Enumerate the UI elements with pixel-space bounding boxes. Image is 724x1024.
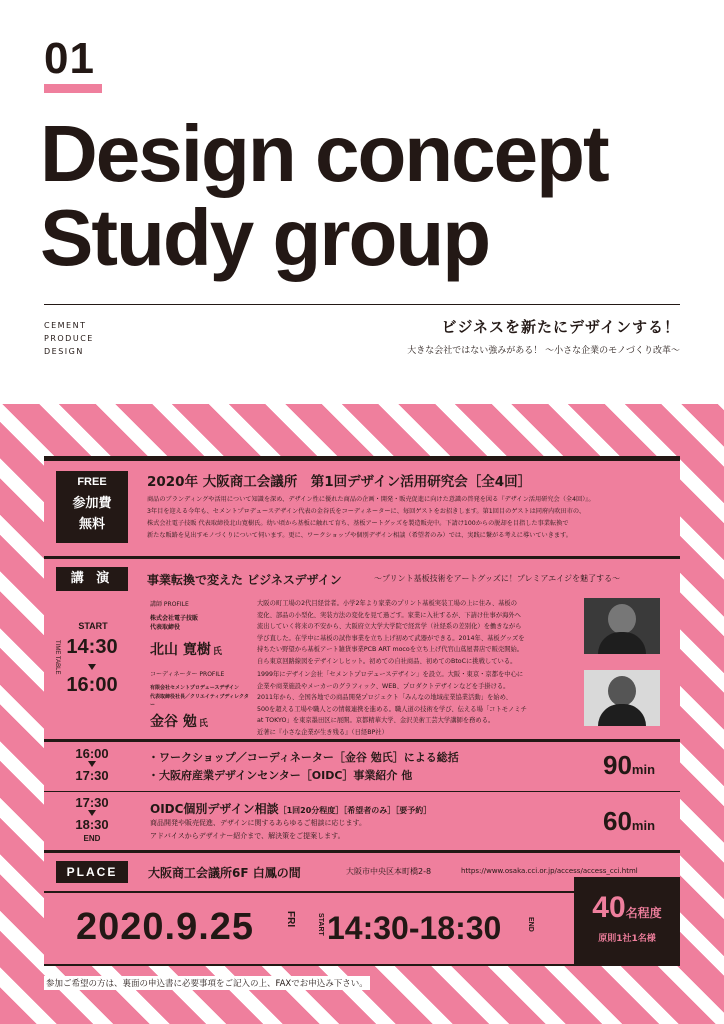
photo-head [608, 604, 636, 634]
brand-word-3: DESIGN [44, 347, 84, 356]
capacity-line [574, 891, 680, 925]
consult-heading-note: ［1回20分程度］［希望者のみ］［要予約］ [278, 806, 432, 815]
bio-line: 大阪の町工場の2代目経営者。小学2年より家業のプリント基板実装工場の上に住み、基板の [257, 600, 518, 607]
title-divider [44, 304, 680, 305]
consult-minutes: 60 [603, 806, 632, 836]
time-table-label: TIME TABLE [54, 640, 60, 675]
coordinator-name-text: 金谷 勉 [150, 714, 197, 730]
title-line-1: Design concept [40, 109, 608, 198]
page-title [40, 109, 608, 282]
place-tag: PLACE [56, 861, 128, 883]
lecture-divider [44, 739, 680, 742]
bio-line: 流出していく将来の不安から、大阪府立大学大学院で経営学（社経系の差別化）を働きながら [257, 623, 522, 630]
free-label: FREE [77, 476, 107, 488]
minutes-unit: min [631, 818, 656, 833]
free-badge [56, 471, 128, 543]
intro-body-line: 商品のブランディングや活用について知識を深め、デザイン性に優れた商品の企画・開発・販売促進に向けた意識の啓発を図る『デザイン活用研究会（全4回）』。 [147, 496, 595, 503]
down-triangle-icon [88, 664, 96, 670]
consult-heading [150, 800, 431, 817]
speaker-photo [584, 598, 660, 654]
lecture-tag: 講 演 [56, 567, 128, 591]
intro-divider [44, 556, 680, 559]
event-time: 14:30-18:30 [327, 910, 502, 946]
coordinator-position: 代表取締役社長／クリエイティブディレクター [150, 694, 249, 708]
brand-word-2: PRODUCE [44, 334, 94, 343]
coordinator-honorific: 氏 [198, 719, 208, 729]
photo-body [598, 632, 646, 654]
workshop-duration [603, 750, 655, 781]
capacity-badge [574, 877, 680, 966]
photo-head [608, 676, 636, 706]
bio-line: 企業や商業施設やメーカーのグラフィック、WEB、プロダクトデザインなどを手掛ける。 [257, 682, 510, 690]
capacity-unit: 名程度 [625, 906, 662, 920]
panel-top-rule [44, 456, 680, 461]
bio-line: 500を超える工場や職人との情報連携を進める。職人道の技術を学び、伝える場「コトモノミチ [257, 705, 527, 713]
venue-url[interactable]: https://www.osaka.cci.or.jp/access/access_cci.html [461, 867, 638, 875]
minutes-unit: min [631, 762, 656, 777]
workshop-end-time: 17:30 [75, 768, 109, 783]
bio-line: 2011年から、全国各地での商品開発プロジェクト「みんなの地域産業協業活動」を始め、 [257, 694, 512, 701]
venue-name: 大阪商工会議所6F 白鳳の間 [148, 866, 301, 880]
event-end-label: END [527, 917, 534, 932]
footer-note: 参加ご希望の方は、裏面の申込書に必要事項をご記入の上、FAXでお申込み下さい。 [44, 976, 370, 990]
venue-address: 大阪市中央区本町橋2-8 [346, 867, 432, 876]
speaker-name [150, 639, 222, 659]
coordinator-role: コーディネーター PROFILE [150, 671, 225, 678]
lecture-start-time: 14:30 [66, 636, 118, 658]
start-label: START [78, 621, 108, 631]
coordinator-photo [584, 670, 660, 726]
bio-line: 変化、部品の小型化、実装方法の変化を見て過ごす。家業に入社するが、下請け仕事が海外へ [257, 611, 521, 619]
bio-line: 自ら東京回路線図をデザインしヒット。初めての自社商品、初めてのBtoCに挑戦している。 [257, 657, 517, 665]
consult-duration [603, 806, 655, 837]
issue-number: 01 [44, 34, 95, 83]
coordinator-name [150, 711, 208, 731]
capacity-number: 40 [592, 891, 626, 924]
bio-line: 学び直した。在学中に基板の試作事業を立ち上げ初めて武器ができる。2014年、基板グッズを [257, 634, 525, 642]
fee-label: 参加費 [72, 496, 112, 511]
speaker-bio [257, 598, 577, 667]
catch-copy: ビジネスを新たにデザインする！ [441, 318, 680, 336]
coordinator-company: 有限会社セメントプロデュースデザイン [150, 685, 240, 691]
consult-end-time: 18:30 [75, 817, 109, 832]
speaker-name-text: 北山 寛樹 [150, 642, 211, 658]
bio-line: 近著に『小さな企業が生き残る』（日経BP社） [257, 728, 388, 736]
workshop-line-1: ・ワークショップ／コーディネーター［金谷 勉氏］による総括 [148, 751, 459, 764]
brand-word-1: CEMENT [44, 321, 87, 330]
coordinator-bio [257, 669, 577, 738]
event-day: FRI [285, 911, 296, 928]
speaker-company: 株式会社電子技販 [150, 615, 199, 622]
down-triangle-icon [88, 810, 96, 816]
consult-divider [44, 850, 680, 853]
capacity-note: 原則1社1名様 [598, 934, 656, 944]
title-line-2: Study group [40, 193, 490, 282]
workshop-start-time: 16:00 [75, 746, 109, 761]
intro-heading: 2020年 大阪商工会議所 第1回デザイン活用研究会［全4回］ [147, 474, 532, 490]
lecture-subheading: 〜プリント基板技術をアートグッズに！プレミアエイジを魅了する〜 [374, 574, 621, 583]
sub-catch-copy: 大きな会社ではない強みがある！ 〜小さな企業のモノづくり改革〜 [407, 346, 680, 356]
consult-body [150, 817, 366, 843]
photo-body [598, 704, 646, 726]
event-date: 2020.9.25 [76, 906, 255, 948]
bio-line: 1999年にデザイン会社「セメントプロデュースデザイン」を設立。大阪・東京・京都を中心に [257, 671, 524, 678]
free-of-charge-label: 無料 [78, 517, 105, 532]
lecture-end-time: 16:00 [66, 674, 118, 696]
speaker-honorific: 氏 [212, 647, 222, 657]
bio-line: 持ちたい野望から基板アート雑貨事業PCB ART mocoを立ち上げ代官山蔦屋書店で販売開始。 [257, 646, 524, 653]
lecture-heading: 事業転換で変えた ビジネスデザイン [147, 573, 342, 587]
consult-start-time: 17:30 [75, 795, 109, 810]
brand-logo [44, 319, 94, 358]
intro-body-line: 株式会社電子技販 代表取締役北山寛樹氏。幼い頃から基板に触れて育ち、基板アートグッズを製造販売中。下請け100からの脱却を目指した事業転換で [147, 520, 569, 527]
down-triangle-icon [88, 761, 96, 767]
workshop-divider [44, 791, 680, 792]
panel-bottom-rule [44, 964, 574, 966]
speaker-position: 代表取締役 [150, 624, 181, 631]
issue-number-underline [44, 84, 102, 93]
workshop-line-2: ・大阪府産業デザインセンター［OIDC］事業紹介 他 [148, 769, 413, 782]
speaker-role: 講師 PROFILE [150, 601, 189, 608]
bio-line: at TOKYO」を東京墨田区に展開。京都精華大学、金沢美術工芸大学講師を務める。 [257, 717, 495, 724]
end-label: END [83, 834, 101, 843]
intro-body-line: 新たな販路を見出すモノづくりについて伺います。更に、ワークショップや個別デザイン相談（希望者のみ）では、実践に繋がる考えに導いていきます。 [147, 532, 572, 539]
consult-heading-text: OIDC個別デザイン相談 [150, 802, 279, 816]
consult-body-line: アドバイスからデザイナー紹介まで、解決策をご提案します。 [150, 832, 345, 840]
event-start-label: START [317, 913, 324, 936]
intro-body-line: 3年目を迎える今年も、セメントプロデュースデザイン代表の金谷氏をコーディネーターに、毎回ゲストをお招きします。第1回目のゲストは同府内吹田市の、 [147, 508, 586, 515]
intro-body [147, 494, 667, 542]
consult-body-line: 商品開発や販売促進、デザインに関するあらゆるご相談に応じます。 [150, 819, 366, 827]
workshop-minutes: 90 [603, 750, 632, 780]
